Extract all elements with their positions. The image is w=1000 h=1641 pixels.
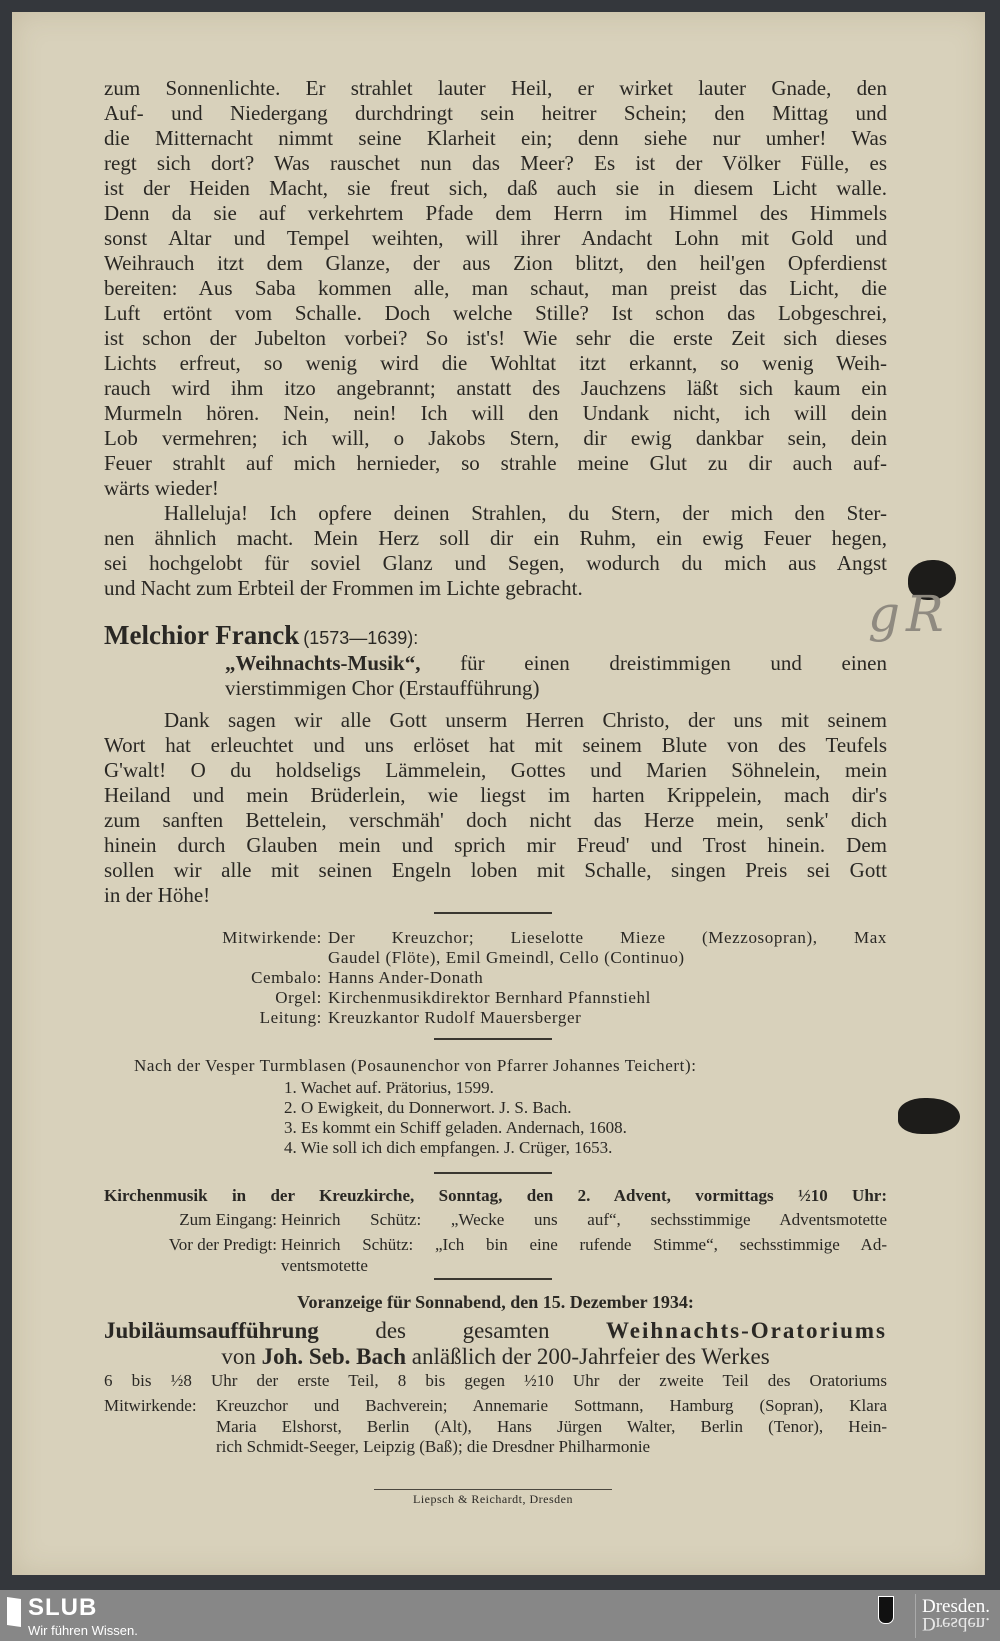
text-line: regt sich dort? Was rauschet nun das Meer? Es ist der Völker Fülle, es	[104, 151, 887, 175]
voranzeige-heading: Voranzeige für Sonnabend, den 15. Dezember 1934:	[297, 1292, 694, 1312]
voranzeige-performer-line	[104, 1396, 887, 1417]
text-line: ist der Heiden Macht, sie freut sich, daß auch sie in diesem Licht walle.	[104, 176, 887, 200]
turmblasen-item: 1. Wachet auf. Prätorius, 1599.	[284, 1078, 494, 1097]
predigt-row	[104, 1235, 887, 1256]
performers-text: Maria Elshorst, Berlin (Alt), Hans Jürgen Walter, Berlin (Tenor), Hein-	[216, 1416, 887, 1436]
eingang-text: Heinrich Schütz: „Wecke uns auf“, sechsstimmige Adventsmotette	[281, 1210, 887, 1229]
performers-list	[96, 928, 887, 1028]
performer-row	[96, 948, 887, 968]
text-line: Weihrauch itzt dem Glanze, der aus Zion blitzt, den heil'gen Opferdienst	[104, 251, 887, 275]
predigt-text-cont: ventsmotette	[281, 1256, 368, 1275]
jubilaeum-text: des gesamten	[375, 1318, 550, 1343]
text-line: rauch wird ihm itzo angebrannt; anstatt des Jauchzens läßt sich kaum ein	[104, 376, 887, 400]
paragraph-1	[104, 76, 887, 501]
anniversary-text: anläßlich der 200-Jahrfeier des Werkes	[411, 1344, 770, 1369]
slub-tagline: Wir führen Wissen.	[28, 1623, 138, 1638]
text-line: G'walt! O du holdseligs Lämmelein, Gottes und Marien Söhnelein, mein	[104, 758, 887, 782]
text-line: Feuer strahlt auf mich hernieder, so strahle meine Glut zu dir auch auf-	[104, 451, 887, 475]
text-line: zum sanften Bettelein, verschmäh' doch nicht das Herze mein, senk' dich	[104, 808, 887, 832]
turmblasen-item: 4. Wie soll ich dich empfangen. J. Crüger, 1653.	[284, 1138, 613, 1157]
footer-divider	[915, 1594, 916, 1638]
work-description	[225, 651, 887, 701]
text-line: sonst Altar und Tempel weihten, will ihrer Andacht Lohn mit Gold und	[104, 226, 887, 250]
performers-label	[104, 1417, 216, 1438]
performer-row	[96, 988, 887, 1008]
performer-label	[96, 948, 328, 968]
jubilaeum-title: Jubiläumsaufführung	[104, 1318, 319, 1343]
performers-text: Kreuzchor und Bachverein; Annemarie Sottmann, Hamburg (Sopran), Klara	[216, 1396, 887, 1415]
performer-row	[96, 928, 887, 948]
performer-row	[96, 968, 887, 988]
handwritten-pencil-note: gR	[868, 585, 950, 643]
performer-value: Hanns Ander-Donath	[328, 968, 484, 987]
performers-label	[104, 1437, 216, 1458]
performer-value: Kreuzkantor Rudolf Mauersberger	[328, 1008, 582, 1027]
text-line: Luft ertönt vom Schalle. Doch welche Stille? Ist schon das Lobgeschrei,	[104, 301, 887, 325]
text-line: Auf- und Niedergang durchdringt sein heitrer Schein; den Mittag und	[104, 101, 887, 125]
turmblasen-list	[284, 1078, 627, 1158]
eingang-row	[104, 1210, 887, 1235]
predigt-text: Heinrich Schütz: „Ich bin eine rufende Stimme“, sechsstimmige Ad-	[281, 1235, 887, 1254]
turmblasen-heading: Nach der Vesper Turmblasen (Posaunenchor von Pfarrer Johannes Teichert):	[134, 1056, 697, 1075]
text-line: bereiten: Aus Saba kommen alle, man schaut, man preist das Licht, die	[104, 276, 887, 300]
text-line: sei hochgelobt für soviel Glanz und Segen, wodurch du mich aus Angst	[104, 551, 887, 575]
printer-imprint: Liepsch & Reichardt, Dresden	[413, 1492, 573, 1506]
kirchenmusik-heading: Kirchenmusik in der Kreuzkirche, Sonntag, den 2. Advent, vormittags ½10 Uhr:	[104, 1186, 887, 1205]
text-line: und Nacht zum Erbteil der Frommen im Lichte gebracht.	[104, 576, 583, 600]
text-line: wärts wieder!	[104, 476, 219, 500]
printer-rule	[374, 1489, 612, 1490]
turmblasen-item: 2. O Ewigkeit, du Donnerwort. J. S. Bach.	[284, 1098, 572, 1117]
slub-logo[interactable]: SLUB	[28, 1594, 98, 1621]
work-title: „Weihnachts-Musik“,	[225, 651, 421, 675]
divider	[434, 912, 552, 914]
eingang-label: Zum Eingang:	[179, 1210, 277, 1229]
kirchenmusik-section	[104, 1186, 887, 1276]
text-line: Murmeln hören. Nein, nein! Ich will den Undank nicht, ich will dein	[104, 401, 887, 425]
text-line: die Mitternacht nimmt seine Klarheit ein; denn siehe nur umher! Was	[104, 126, 887, 150]
composer-bach: Joh. Seb. Bach	[261, 1344, 407, 1369]
text-line: Dank sagen wir alle Gott unserm Herren Christo, der uns mit seinem	[164, 708, 887, 732]
text-line: Lob vermehren; ich will, o Jakobs Stern, dir ewig dankbar sein, dein	[104, 426, 887, 450]
dresden-logo-mirror: Dresden.	[922, 1613, 991, 1634]
work-subtitle-2: vierstimmigen Chor (Erstaufführung)	[225, 676, 540, 700]
slub-book-icon	[7, 1597, 21, 1627]
bach-line	[104, 1344, 887, 1371]
von-text: von	[221, 1344, 256, 1369]
turmblasen-item: 3. Es kommt ein Schiff geladen. Andernach, 1608.	[284, 1118, 627, 1137]
ink-blot	[898, 1098, 960, 1134]
work-subtitle: für einen dreistimmigen und einen	[460, 651, 887, 675]
text-line: Halleluja! Ich opfere deinen Strahlen, du Stern, der mich den Ster-	[164, 501, 887, 525]
composer-dates: (1573—1639):	[303, 628, 419, 648]
voranzeige-performer-line	[104, 1437, 887, 1458]
performer-value: Kirchenmusikdirektor Bernhard Pfannstiehl	[328, 988, 651, 1007]
performers-label: Mitwirkende:	[104, 1396, 197, 1415]
performer-value: Gaudel (Flöte), Emil Gmeindl, Cello (Continuo)	[328, 948, 685, 967]
text-line: Heiland und mein Brüderlein, wie liegst im harten Krippelein, mach dir's	[104, 783, 887, 807]
performance-times: 6 bis ½8 Uhr der erste Teil, 8 bis gegen ½10 Uhr der zweite Teil des Oratoriums	[104, 1371, 887, 1390]
voranzeige-section	[104, 1292, 887, 1458]
paragraph-halleluja	[104, 501, 887, 601]
performer-label: Cembalo:	[251, 968, 322, 987]
performer-value: Der Kreuzchor; Lieselotte Mieze (Mezzosopran), Max	[328, 928, 887, 947]
text-line: Wort hat erleuchtet und uns erlöset hat mit seinem Blute von des Teufels	[104, 733, 887, 757]
text-line: hinein durch Glauben mein und sprich mir Freud' und Trost hinein. Dem	[104, 833, 887, 857]
predigt-label: Vor der Predigt:	[168, 1235, 277, 1254]
franck-lyrics	[104, 708, 887, 908]
footer-bar	[0, 1590, 1000, 1641]
performer-row	[96, 1008, 887, 1028]
voranzeige-performer-line	[104, 1417, 887, 1438]
divider	[434, 1278, 552, 1280]
performer-label: Orgel:	[275, 988, 322, 1007]
text-line: sollen wir alle mit seinen Engeln loben mit Schalle, singen Preis sei Gott	[104, 858, 887, 882]
text-line: Lichts erfreut, so wenig wird die Wohltat itzt erkannt, so wenig Weih-	[104, 351, 887, 375]
performer-label: Mitwirkende:	[222, 928, 322, 947]
composer-name: Melchior Franck	[104, 620, 300, 650]
jubilaeum-line	[104, 1318, 887, 1344]
text-line: ist schon der Jubelton vorbei? So ist's! Wie sehr die erste Zeit sich dieses	[104, 326, 887, 350]
divider	[434, 1172, 552, 1174]
dresden-logo[interactable]: Dresden.	[922, 1596, 991, 1617]
text-line: in der Höhe!	[104, 883, 211, 907]
performer-label: Leitung:	[259, 1008, 322, 1027]
voranzeige-performers	[104, 1396, 887, 1458]
oratorium-title: Weihnachts-Oratoriums	[606, 1318, 887, 1343]
text-line: Denn da sie auf verkehrtem Pfade dem Herrn im Himmel des Himmels	[104, 201, 887, 225]
dresden-coat-of-arms-icon	[878, 1596, 894, 1624]
text-line: zum Sonnenlichte. Er strahlet lauter Heil, er wirket lauter Gnade, den	[104, 76, 887, 100]
performers-text: rich Schmidt-Seeger, Leipzig (Baß); die Dresdner Philharmonie	[216, 1437, 651, 1456]
composer-heading	[104, 620, 418, 651]
divider	[434, 1038, 552, 1040]
text-line: nen ähnlich macht. Mein Herz soll dir ein Ruhm, ein ewig Feuer hegen,	[104, 526, 887, 550]
